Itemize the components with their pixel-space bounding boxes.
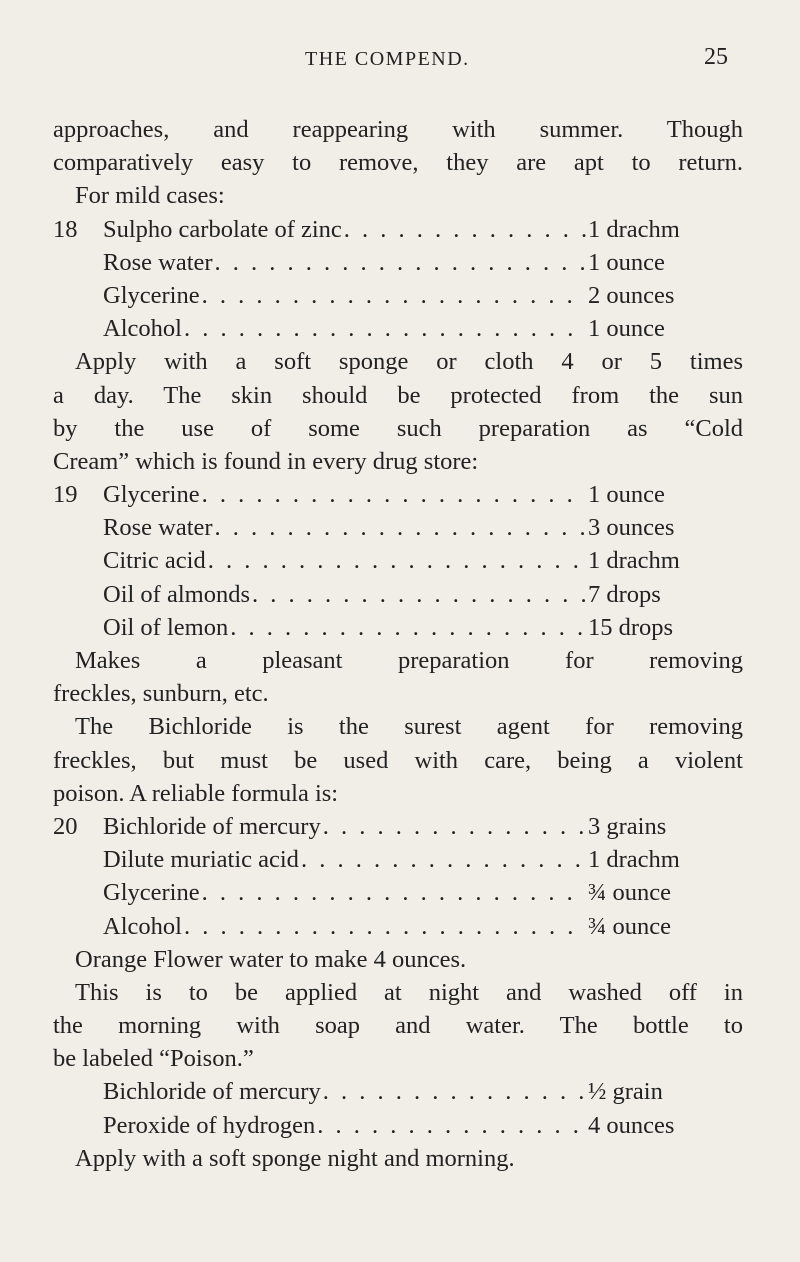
dot-leader bbox=[202, 478, 586, 511]
text-line: Apply with a soft sponge or cloth 4 or 5 times bbox=[75, 348, 743, 376]
page-header bbox=[305, 44, 728, 78]
page-body bbox=[53, 113, 743, 1175]
ingredient-quantity: 1 ounce bbox=[588, 248, 665, 276]
ingredient-quantity: ½ grain bbox=[588, 1078, 663, 1106]
formula-row bbox=[53, 312, 743, 345]
ingredient-name: Bichloride of mercury bbox=[103, 812, 321, 840]
dot-leader bbox=[301, 843, 586, 876]
formula-row bbox=[53, 511, 743, 544]
formula-row bbox=[53, 279, 743, 312]
formula-row bbox=[53, 544, 743, 577]
ingredient-quantity: 7 drops bbox=[588, 580, 661, 608]
ingredient-quantity: 3 ounces bbox=[588, 514, 675, 542]
formula-row bbox=[53, 910, 743, 943]
text-line: This is to be applied at night and washed off in bbox=[75, 978, 743, 1006]
formula-row bbox=[53, 246, 743, 279]
ingredient-name: Sulpho carbolate of zinc bbox=[103, 215, 342, 243]
text-line: by the use of some such preparation as “Cold bbox=[53, 414, 743, 442]
dot-leader bbox=[230, 611, 586, 644]
text-line: a day. The skin should be protected from the sun bbox=[53, 381, 743, 409]
text-line: The Bichloride is the surest agent for removing bbox=[75, 713, 743, 741]
dot-leader bbox=[215, 511, 586, 544]
dot-leader bbox=[184, 910, 586, 943]
ingredient-quantity: 4 ounces bbox=[588, 1111, 675, 1139]
formula-row bbox=[53, 213, 743, 246]
text-line: poison. A reliable formula is: bbox=[53, 779, 339, 807]
dot-leader bbox=[344, 213, 586, 246]
formula-number: 19 bbox=[53, 481, 78, 509]
ingredient-quantity: 15 drops bbox=[588, 613, 674, 641]
dot-leader bbox=[252, 578, 586, 611]
ingredient-name: Rose water bbox=[103, 248, 213, 276]
ingredient-quantity: 2 ounces bbox=[588, 281, 675, 309]
formula-row bbox=[53, 1109, 743, 1142]
formula-row bbox=[53, 1075, 743, 1108]
formula-row bbox=[53, 478, 743, 511]
ingredient-name: Dilute muriatic acid bbox=[103, 846, 299, 874]
formula-row bbox=[53, 611, 743, 644]
ingredient-quantity: 1 drachm bbox=[588, 846, 680, 874]
formula-row bbox=[53, 876, 743, 909]
text-line: freckles, but must be used with care, being a violent bbox=[53, 746, 743, 774]
dot-leader bbox=[215, 246, 586, 279]
ingredient-name: Citric acid bbox=[103, 547, 206, 575]
formula-row bbox=[53, 578, 743, 611]
ingredient-quantity: 1 ounce bbox=[588, 481, 665, 509]
ingredient-name: Glycerine bbox=[103, 281, 200, 309]
dot-leader bbox=[208, 544, 586, 577]
ingredient-name: Alcohol bbox=[103, 912, 182, 940]
text-line: Makes a pleasant preparation for removing bbox=[75, 647, 743, 674]
ingredient-name: Alcohol bbox=[103, 315, 182, 343]
ingredient-quantity: 1 drachm bbox=[588, 547, 680, 575]
dot-leader bbox=[184, 312, 586, 345]
ingredient-quantity: ¾ ounce bbox=[588, 912, 671, 940]
dot-leader bbox=[202, 876, 586, 909]
ingredient-quantity: 3 grains bbox=[588, 812, 667, 840]
ingredient-name: Bichloride of mercury bbox=[103, 1078, 321, 1106]
text-line: comparatively easy to remove, they are apt to return. bbox=[53, 149, 743, 177]
ingredient-name: Glycerine bbox=[103, 879, 200, 907]
text-line: For mild cases: bbox=[75, 182, 225, 210]
dot-leader bbox=[323, 810, 586, 843]
text-line: approaches, and reappearing with summer. Though bbox=[53, 116, 743, 143]
text-line: the morning with soap and water. The bottle to bbox=[53, 1012, 743, 1040]
running-head: THE COMPEND. bbox=[305, 48, 470, 70]
text-line: freckles, sunburn, etc. bbox=[53, 680, 269, 708]
text-line: Apply with a soft sponge night and morning. bbox=[75, 1144, 515, 1172]
ingredient-quantity: ¾ ounce bbox=[588, 879, 671, 907]
text-line: Orange Flower water to make 4 ounces. bbox=[75, 945, 467, 973]
formula-number: 20 bbox=[53, 812, 78, 840]
ingredient-name: Oil of lemon bbox=[103, 613, 229, 641]
page-number: 25 bbox=[704, 44, 728, 70]
formula-number: 18 bbox=[53, 215, 78, 243]
dot-leader bbox=[317, 1109, 586, 1142]
formula-row bbox=[53, 843, 743, 876]
ingredient-name: Glycerine bbox=[103, 481, 200, 509]
ingredient-name: Rose water bbox=[103, 514, 213, 542]
ingredient-name: Oil of almonds bbox=[103, 580, 250, 608]
dot-leader bbox=[323, 1075, 586, 1108]
ingredient-name: Peroxide of hydrogen bbox=[103, 1111, 316, 1139]
text-line: be labeled “Poison.” bbox=[53, 1045, 254, 1073]
dot-leader bbox=[202, 279, 586, 312]
formula-row bbox=[53, 810, 743, 843]
text-line: Cream” which is found in every drug store: bbox=[53, 447, 479, 475]
ingredient-quantity: 1 drachm bbox=[588, 215, 680, 243]
ingredient-quantity: 1 ounce bbox=[588, 315, 665, 343]
